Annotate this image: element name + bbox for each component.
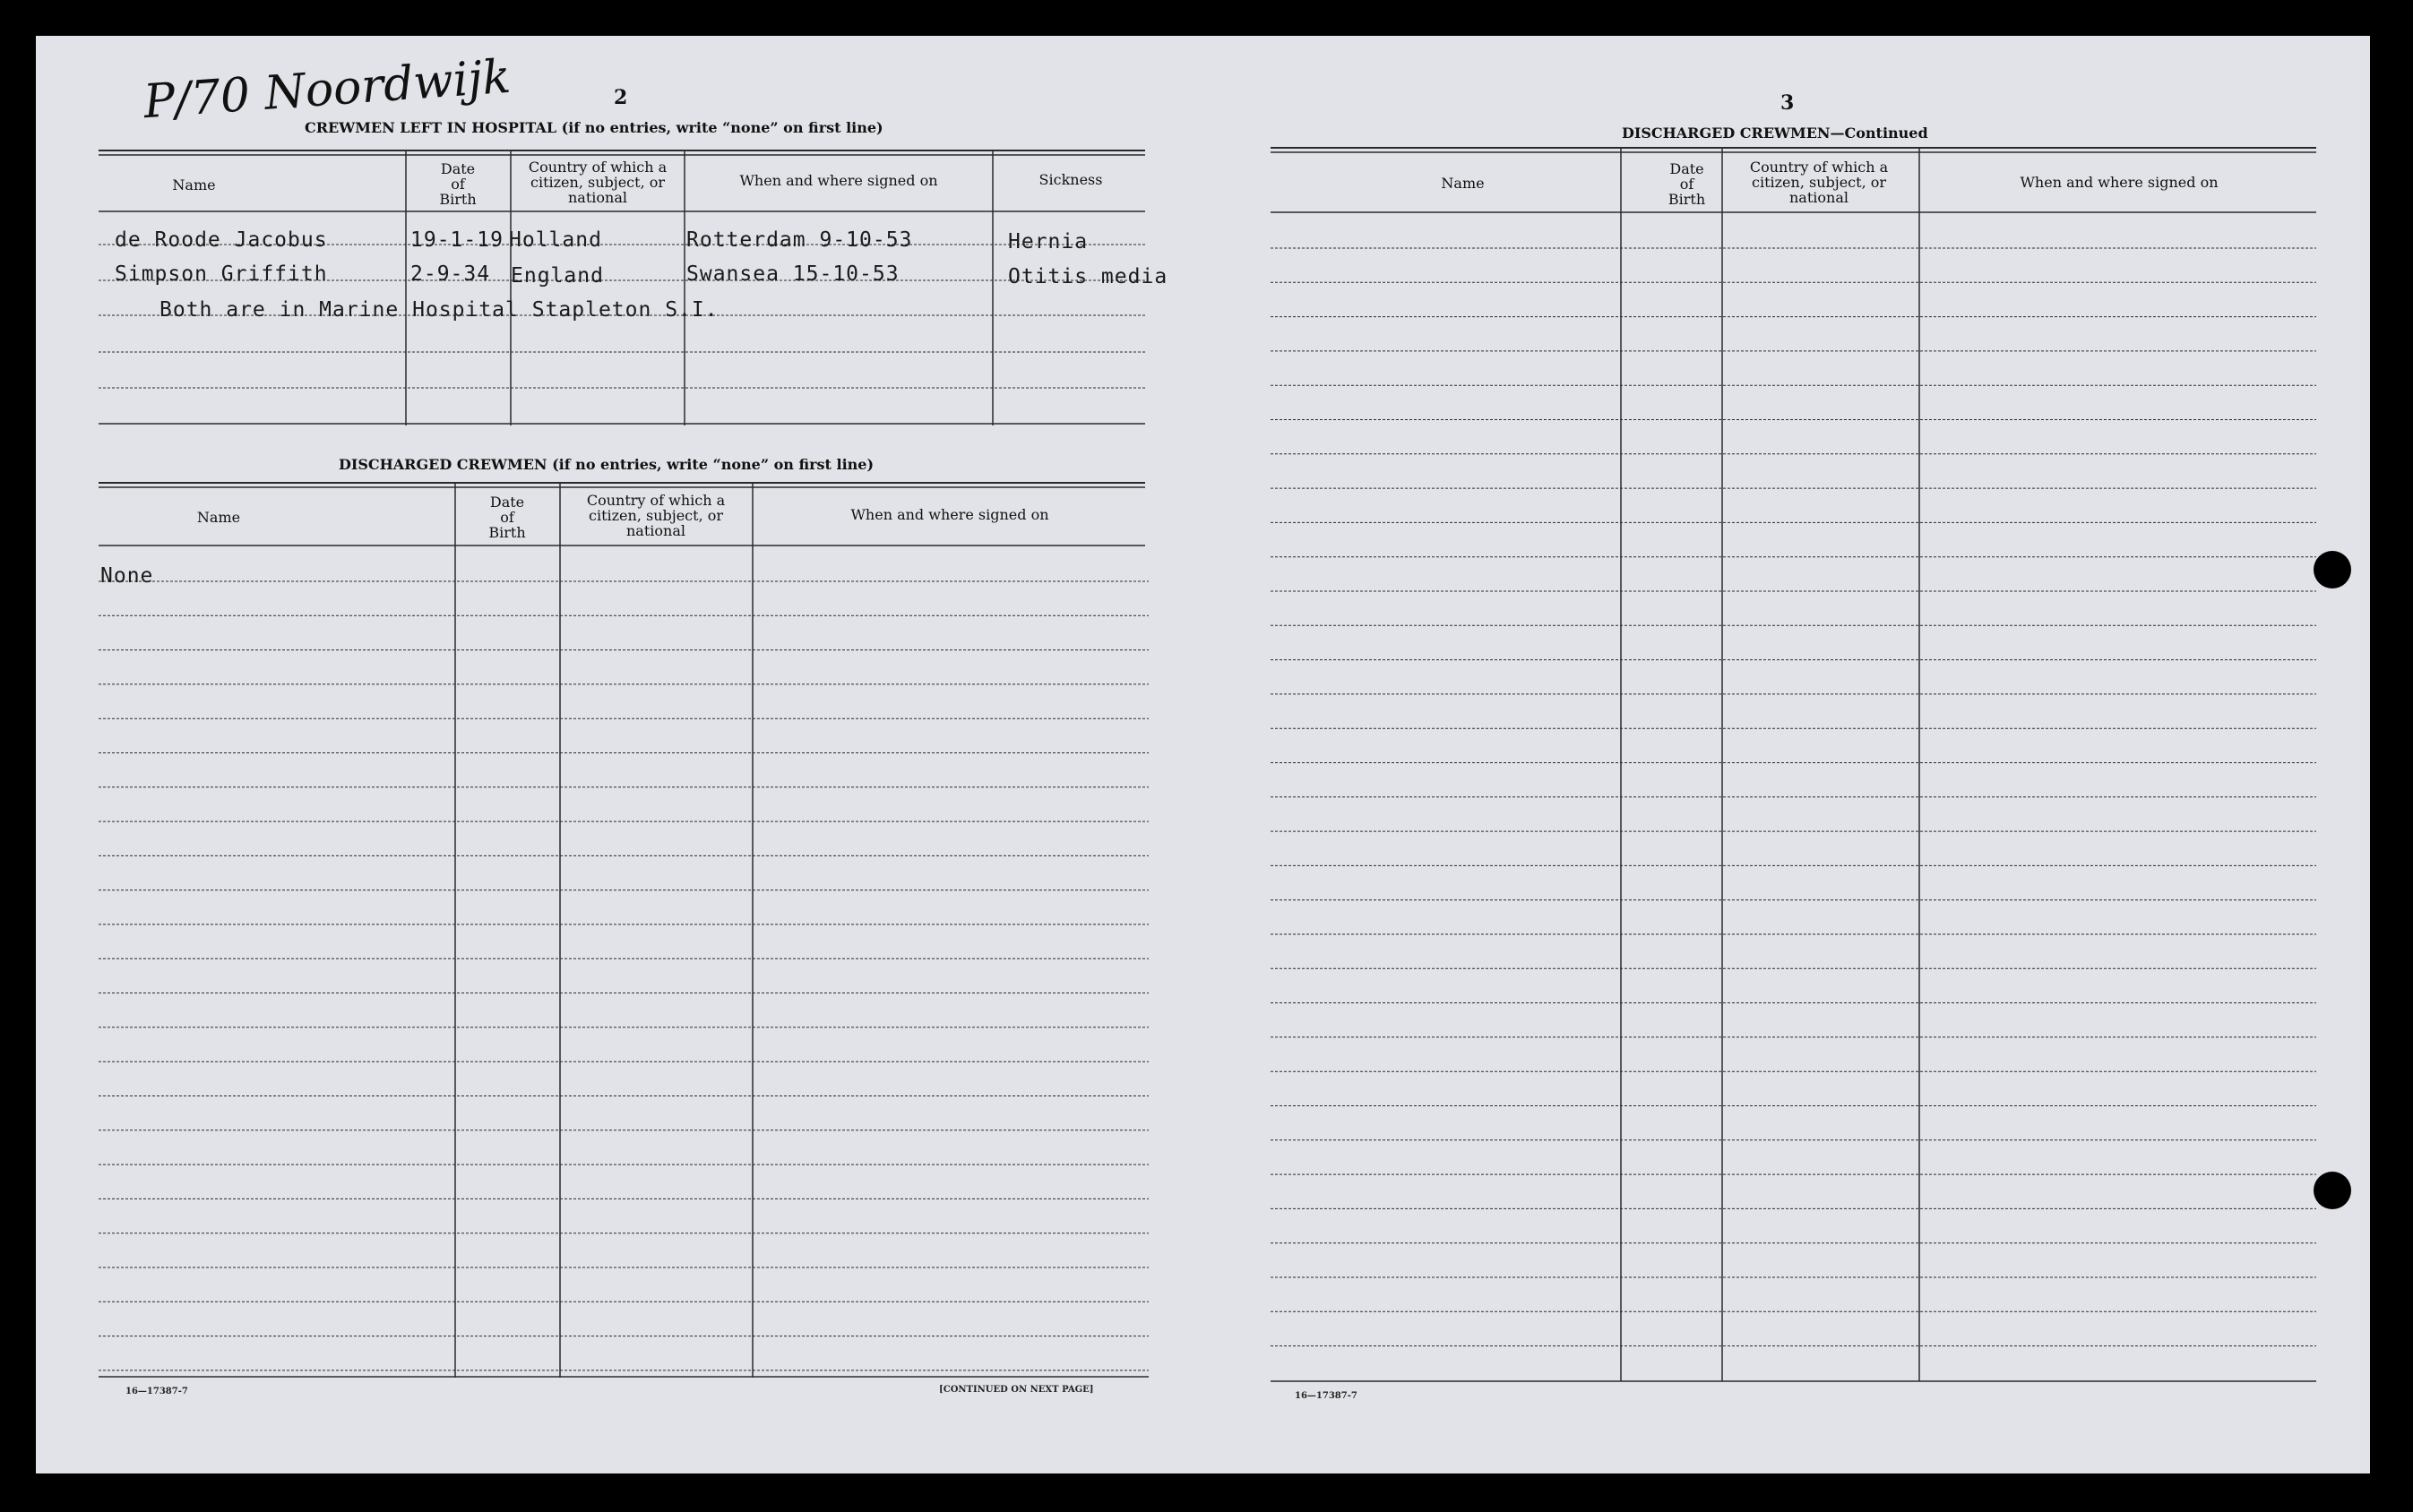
page-2-number: 2: [614, 86, 628, 109]
page3-col-name: Name: [1441, 175, 1485, 192]
hospital-col-dob: Date of Birth: [439, 160, 477, 208]
hospital-row-2-name: Simpson Griffith: [115, 262, 328, 286]
document-sheet: [36, 36, 2370, 1473]
hospital-row-2-signed: Swansea 15-10-53: [686, 262, 900, 286]
discharged-col-name: Name: [196, 509, 241, 526]
hospital-row-2-dob: 2-9-34: [410, 262, 491, 286]
hospital-col-country: Country of which a citizen, subject, or national: [528, 159, 668, 206]
hospital-row-1-dob: 19-1-19: [410, 228, 504, 252]
hospital-row-2-sickness: Otitis media: [1008, 265, 1168, 288]
discharged-col-signed-on: When and where signed on: [850, 506, 1049, 523]
hospital-col-sickness: Sickness: [1038, 171, 1103, 188]
hospital-col-signed-on: When and where signed on: [739, 172, 938, 189]
page-3-form-number: 16—17387-7: [1295, 1391, 1357, 1401]
hospital-row-2-country: England: [511, 264, 604, 288]
hospital-row-1-name: de Roode Jacobus: [115, 228, 328, 252]
page-3-heading: DISCHARGED CREWMEN—Continued: [1622, 125, 1928, 142]
page3-col-country: Country of which a citizen, subject, or national: [1749, 159, 1889, 206]
form-rulings: [36, 36, 2370, 1473]
page-2-form-number: 16—17387-7: [125, 1387, 188, 1396]
hospital-row-1-signed: Rotterdam 9-10-53: [686, 228, 913, 252]
page-3-number: 3: [1780, 91, 1795, 115]
hospital-col-name: Name: [172, 176, 216, 193]
hospital-section-heading: CREWMEN LEFT IN HOSPITAL (if no entries, write “none” on first line): [305, 119, 883, 136]
handwritten-note: P/70 Noordwijk: [142, 49, 513, 130]
punch-hole-bottom: [2314, 1172, 2351, 1209]
discharged-first-entry: None: [100, 564, 154, 588]
hospital-note: Both are in Marine Hospital Stapleton S.I.: [159, 298, 719, 322]
continued-note: [CONTINUED ON NEXT PAGE]: [939, 1385, 1094, 1395]
hospital-row-1-sickness: Hernia: [1008, 230, 1089, 253]
discharged-section-heading: DISCHARGED CREWMEN (if no entries, write “none” on first line): [339, 456, 875, 473]
page3-col-signed-on: When and where signed on: [2020, 174, 2219, 191]
discharged-col-country: Country of which a citizen, subject, or national: [586, 492, 726, 539]
hospital-row-1-country: Holland: [509, 228, 602, 252]
punch-hole-top: [2314, 551, 2351, 588]
discharged-col-dob: Date of Birth: [488, 494, 526, 541]
page3-col-dob: Date of Birth: [1668, 160, 1706, 208]
